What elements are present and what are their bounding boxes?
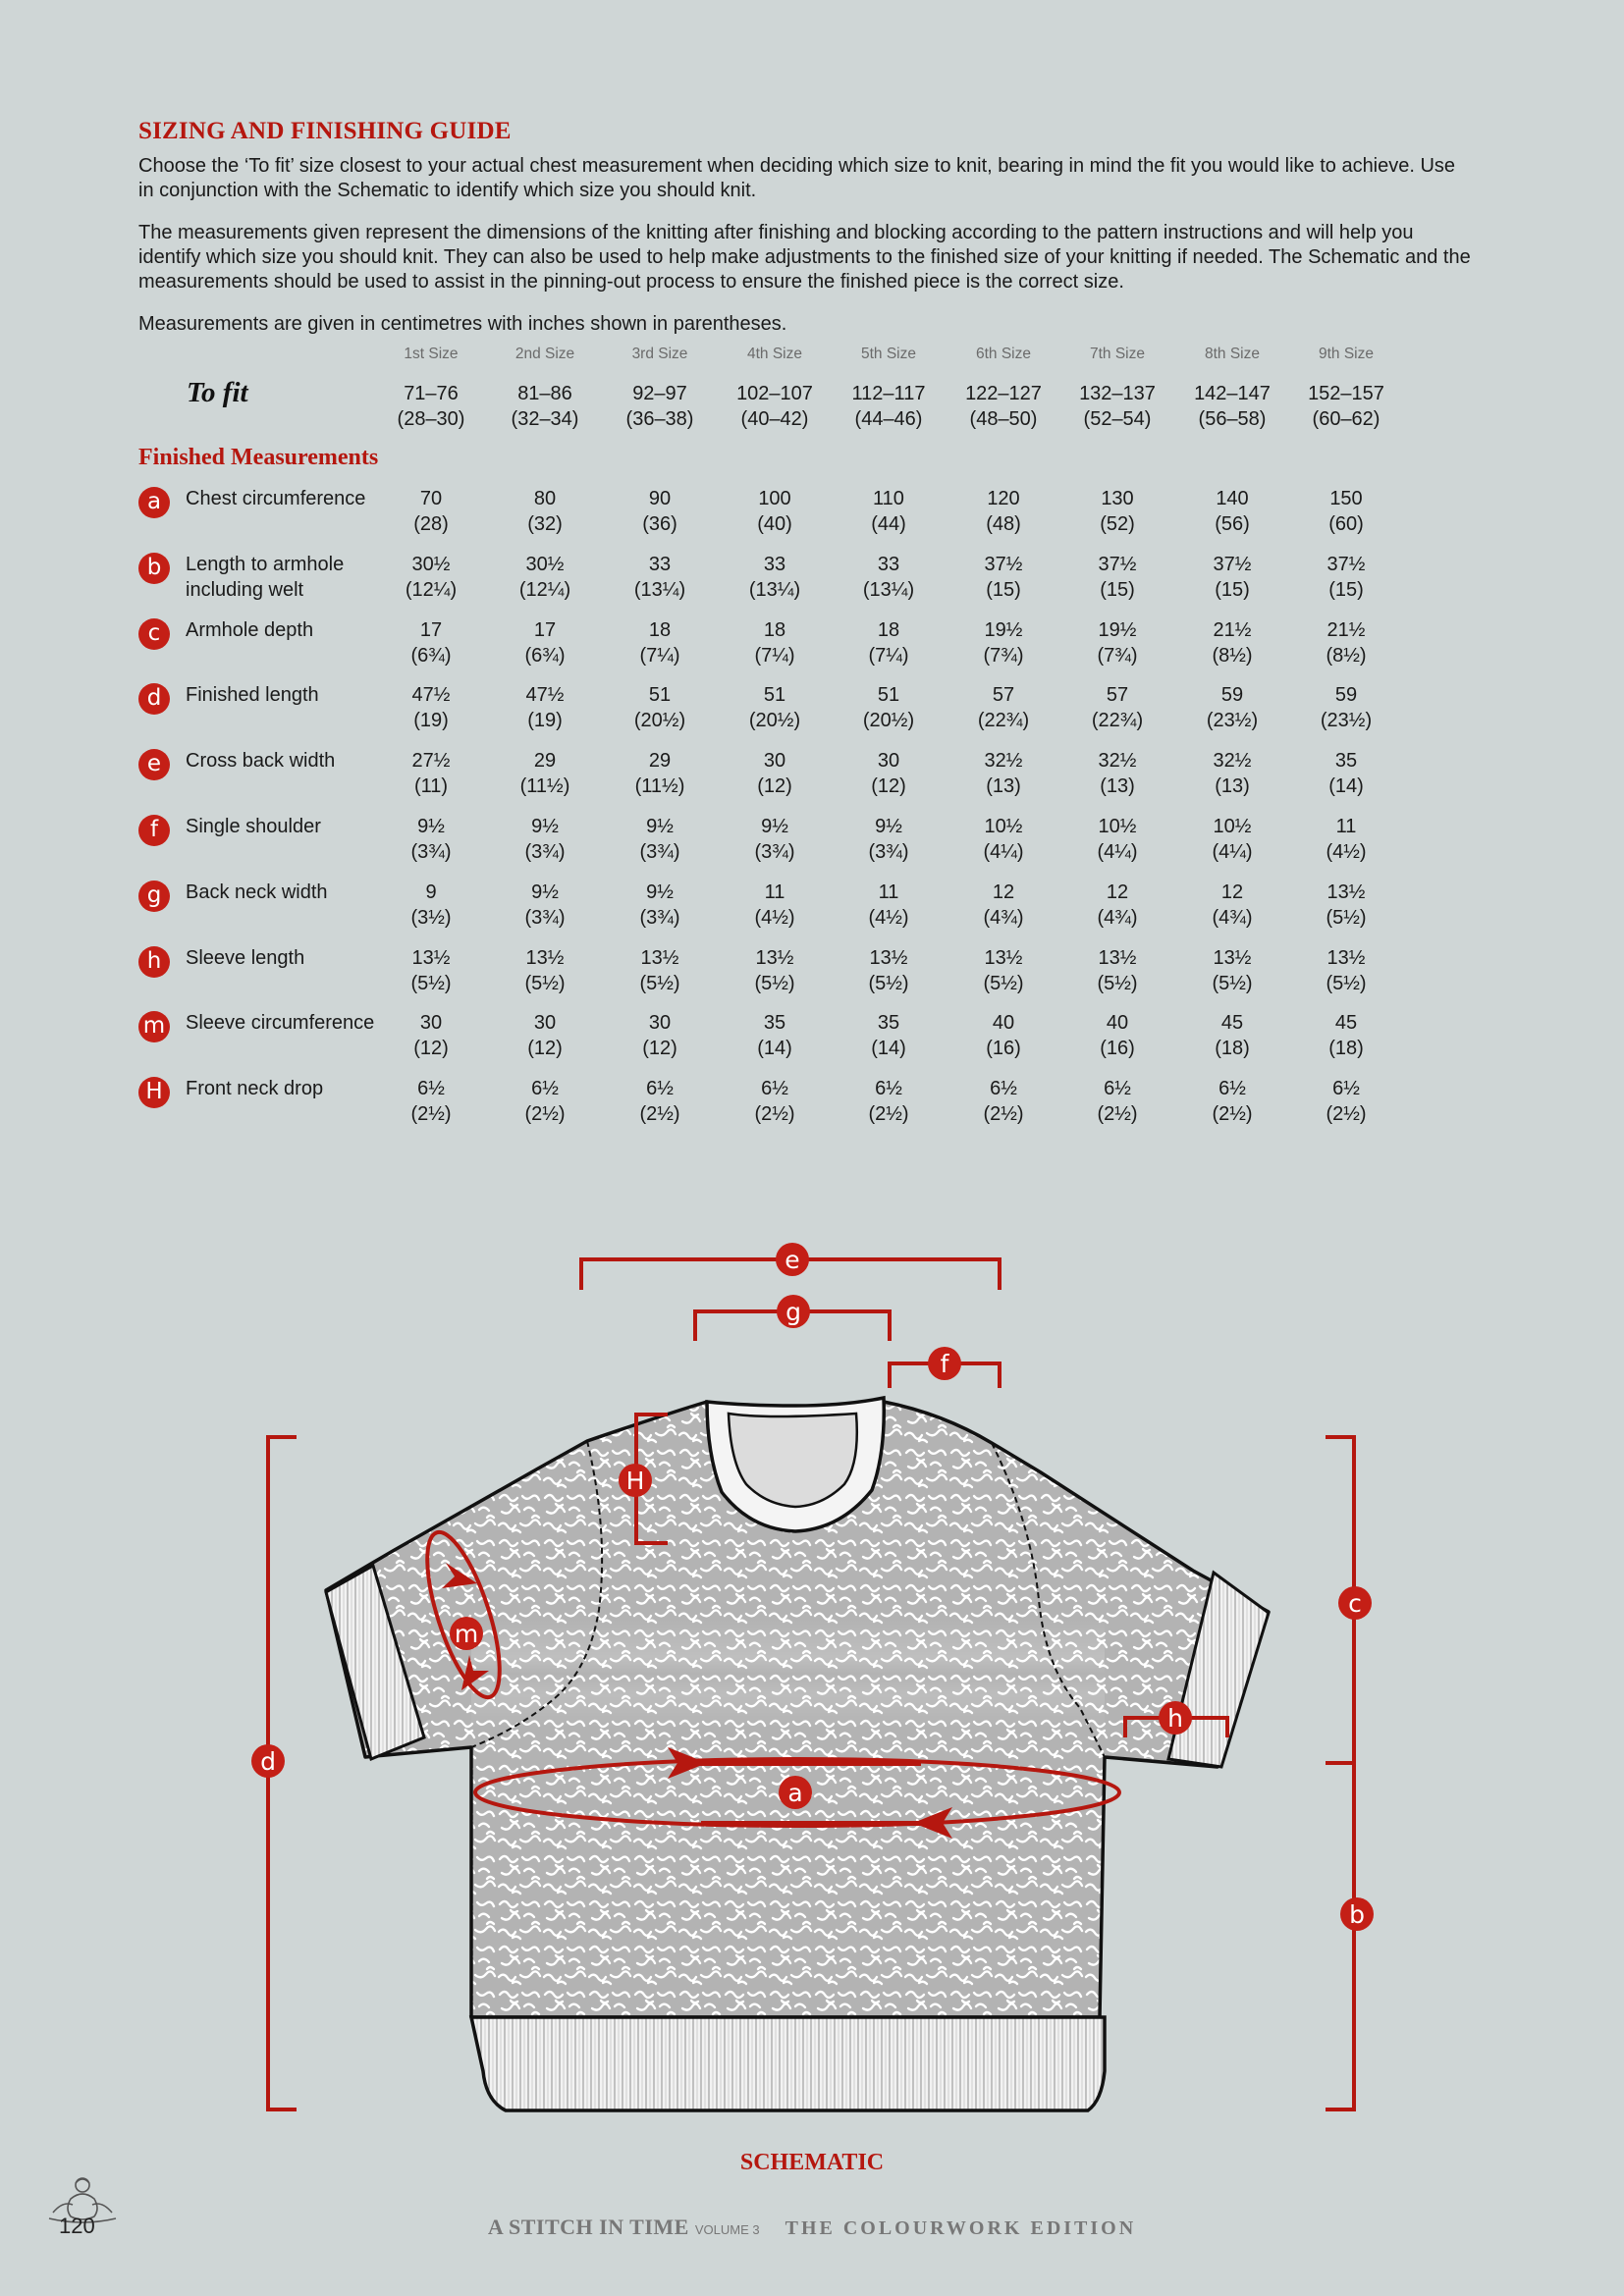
to-fit-label: To fit <box>187 377 248 408</box>
measurement-in: (16) <box>986 1038 1021 1059</box>
measurement-in: (22¾) <box>1091 710 1144 731</box>
measurement-cm: 37½ <box>1098 554 1137 575</box>
measurement-cm: 27½ <box>411 750 451 772</box>
measurement-in: (16) <box>1100 1038 1135 1059</box>
measurement-in: (12) <box>757 775 792 797</box>
measurement-in: (13¼) <box>862 579 915 601</box>
measurement-cm: 80 <box>533 488 557 509</box>
measurement-cm: 13½ <box>1213 947 1252 969</box>
measurement-cm: 12 <box>1106 881 1129 903</box>
measurement-in: (5½) <box>1212 973 1253 994</box>
measurement-cm: 21½ <box>1326 619 1366 641</box>
measurement-cm: 90 <box>648 488 672 509</box>
measurement-in: (4¼) <box>983 841 1024 863</box>
measurement-in: (7¼) <box>754 645 795 667</box>
to-fit-in: (32–34) <box>511 408 579 430</box>
measurement-in: (11½) <box>634 775 685 797</box>
measurement-in: (3¾) <box>868 841 909 863</box>
measurement-in: (11) <box>413 775 449 797</box>
measurement-in: (2½) <box>983 1103 1024 1125</box>
footer-edition: THE COLOURWORK EDITION <box>785 2217 1137 2239</box>
measurement-in: (4¼) <box>1212 841 1253 863</box>
to-fit-cm: 71–76 <box>404 383 459 404</box>
measurement-in: (15) <box>1100 579 1135 601</box>
measurement-cm: 6½ <box>875 1078 902 1099</box>
size-header: 8th Size <box>1204 346 1260 362</box>
measurement-cm: 13½ <box>1326 881 1366 903</box>
measurement-cm: 13½ <box>525 947 565 969</box>
svg-text:e: e <box>785 1246 800 1274</box>
measurement-cm: 13½ <box>755 947 794 969</box>
to-fit-cm: 102–107 <box>736 383 813 404</box>
measurement-in: (7¾) <box>1097 645 1138 667</box>
footer-book-title: A STITCH IN TIME <box>487 2215 689 2239</box>
svg-text:a: a <box>787 1779 803 1807</box>
measurement-cm: 17 <box>533 619 557 641</box>
to-fit-in: (48–50) <box>969 408 1038 430</box>
size-header: 2nd Size <box>514 346 575 362</box>
measurement-in: (4½) <box>754 907 795 929</box>
measurement-cm: 11 <box>878 881 899 903</box>
measurement-badge-d: d <box>138 683 170 715</box>
measurement-in: (4¼) <box>1097 841 1138 863</box>
measurement-cm: 30 <box>877 750 900 772</box>
measurement-cm: 18 <box>648 619 672 641</box>
measurement-cm: 10½ <box>984 816 1023 837</box>
measurement-in: (22¾) <box>977 710 1030 731</box>
measurement-in: (52) <box>1100 513 1135 535</box>
measurement-in: (18) <box>1328 1038 1364 1059</box>
measurement-cm: 59 <box>1334 684 1358 706</box>
measurement-cm: 13½ <box>869 947 908 969</box>
measurement-in: (13) <box>1215 775 1250 797</box>
size-header: 1st Size <box>404 346 459 362</box>
measurement-in: (5½) <box>983 973 1024 994</box>
measurement-in: (3¾) <box>410 841 452 863</box>
measurement-cm: 6½ <box>990 1078 1017 1099</box>
measurement-in: (14) <box>1328 775 1364 797</box>
measurement-cm: 47½ <box>411 684 451 706</box>
badge-H <box>619 1464 652 1497</box>
measurement-in: (48) <box>986 513 1021 535</box>
measurement-badge-H: H <box>138 1077 170 1108</box>
measurement-cm: 10½ <box>1098 816 1137 837</box>
to-fit-cm: 92–97 <box>632 383 687 404</box>
measurement-in: (3¾) <box>754 841 795 863</box>
measurement-cm: 6½ <box>1104 1078 1131 1099</box>
to-fit-cm: 132–137 <box>1079 383 1156 404</box>
measurement-in: (4¾) <box>1097 907 1138 929</box>
measurement-in: (28) <box>413 513 449 535</box>
measurement-in: (2½) <box>524 1103 566 1125</box>
measurement-in: (23½) <box>1320 710 1373 731</box>
svg-text:b: b <box>1349 1900 1365 1929</box>
measurement-in: (12) <box>413 1038 449 1059</box>
measurement-label: Length to armhole including welt <box>186 554 345 601</box>
svg-text:H: H <box>625 1467 645 1495</box>
size-header: 4th Size <box>746 346 802 362</box>
measurement-cm: 6½ <box>1332 1078 1360 1099</box>
measurement-cm: 35 <box>763 1012 786 1034</box>
measurement-cm: 59 <box>1220 684 1244 706</box>
measurement-in: (12¼) <box>518 579 571 601</box>
measurement-cm: 9½ <box>531 881 559 903</box>
size-header: 6th Size <box>975 346 1031 362</box>
measurement-cm: 40 <box>992 1012 1015 1034</box>
measurement-cm: 11 <box>764 881 785 903</box>
footer-volume: VOLUME 3 <box>694 2222 760 2237</box>
badge-e <box>776 1243 809 1276</box>
measurement-cm: 6½ <box>1218 1078 1246 1099</box>
measurement-badge-m: m <box>138 1011 170 1042</box>
measurement-cm: 13½ <box>411 947 451 969</box>
measurement-badge-b: b <box>138 553 170 584</box>
size-header: 3rd Size <box>631 346 688 362</box>
measurement-in: (2½) <box>1212 1103 1253 1125</box>
measurement-label: Single shoulder <box>186 816 321 837</box>
measurement-in: (2½) <box>868 1103 909 1125</box>
measurement-cm: 30 <box>419 1012 443 1034</box>
to-fit-in: (52–54) <box>1083 408 1152 430</box>
measurement-cm: 51 <box>763 684 786 706</box>
measurement-in: (5½) <box>1097 973 1138 994</box>
measurement-label: Cross back width <box>186 750 336 772</box>
measurement-in: (13) <box>1100 775 1135 797</box>
measurement-in: (13¼) <box>633 579 686 601</box>
measurement-in: (4¾) <box>983 907 1024 929</box>
measurement-in: (4½) <box>868 907 909 929</box>
svg-text:g: g <box>785 1298 801 1326</box>
measurement-cm: 10½ <box>1213 816 1252 837</box>
svg-text:f: f <box>940 1350 949 1378</box>
measurement-in: (3¾) <box>639 907 680 929</box>
measurement-badge-c: c <box>138 618 170 650</box>
schematic-title: SCHEMATIC <box>739 2150 885 2175</box>
measurement-cm: 32½ <box>1098 750 1137 772</box>
page-number: 120 <box>59 2214 95 2238</box>
measurement-cm: 45 <box>1334 1012 1358 1034</box>
measurement-in: (6¾) <box>410 645 452 667</box>
to-fit-in: (60–62) <box>1312 408 1380 430</box>
measurement-in: (23½) <box>1206 710 1259 731</box>
measurement-cm: 9½ <box>646 816 674 837</box>
measurement-cm: 6½ <box>646 1078 674 1099</box>
measurement-in: (3¾) <box>524 907 566 929</box>
to-fit-cm: 81–86 <box>517 383 572 404</box>
measurement-in: (8½) <box>1326 645 1367 667</box>
measurement-cm: 30 <box>763 750 786 772</box>
measurement-in: (3¾) <box>524 841 566 863</box>
measurement-cm: 9½ <box>646 881 674 903</box>
badge-a <box>779 1776 812 1809</box>
measurement-cm: 30½ <box>411 554 451 575</box>
measurement-cm: 37½ <box>1213 554 1252 575</box>
measurement-in: (12) <box>642 1038 677 1059</box>
measurement-cm: 57 <box>1106 684 1129 706</box>
measurement-in: (14) <box>871 1038 906 1059</box>
measurement-cm: 29 <box>533 750 557 772</box>
measurement-in: (4¾) <box>1212 907 1253 929</box>
measurement-in: (20½) <box>862 710 915 731</box>
badge-c <box>1338 1586 1372 1620</box>
measurement-cm: 6½ <box>761 1078 788 1099</box>
measurement-label: Finished length <box>186 684 319 706</box>
measurement-label: Back neck width <box>186 881 328 903</box>
measurement-cm: 40 <box>1106 1012 1129 1034</box>
badge-g <box>777 1295 810 1328</box>
measurement-in: (5½) <box>754 973 795 994</box>
measurement-in: (18) <box>1215 1038 1250 1059</box>
badge-f <box>928 1347 961 1380</box>
measurement-in: (36) <box>642 513 677 535</box>
svg-text:m: m <box>454 1620 479 1648</box>
measurement-in: (19) <box>527 710 563 731</box>
measurement-in: (2½) <box>410 1103 452 1125</box>
intro-paragraph-2: The measurements given represent the dimensions of the knitting after finishing and blocking according to the pattern instructions and will help you identify which size you should knit. They can also be used to help make adjustments to the finished size of your knitting if needed. The Schematic and the measurements should be used to assist in the pinning-out process to ensure the finished piece is the correct size. <box>138 222 1471 293</box>
measurement-cm: 30 <box>648 1012 672 1034</box>
measurement-cm: 12 <box>1220 881 1244 903</box>
measurement-in: (14) <box>757 1038 792 1059</box>
measurement-cm: 13½ <box>984 947 1023 969</box>
measurement-cm: 120 <box>987 488 1020 509</box>
measurement-in: (15) <box>1215 579 1250 601</box>
measurement-badge-a: a <box>138 487 170 518</box>
intro-paragraph-1: Choose the ‘To fit’ size closest to your actual chest measurement when deciding which size to knit, bearing in mind the fit you would like to achieve. Use in conjunction with the Schematic to identify which size you should knit. <box>138 155 1456 201</box>
to-fit-in: (40–42) <box>740 408 809 430</box>
measurement-cm: 130 <box>1101 488 1134 509</box>
measurement-in: (5½) <box>524 973 566 994</box>
svg-text:h: h <box>1167 1704 1183 1733</box>
to-fit-cm: 112–117 <box>851 383 926 404</box>
measurement-cm: 11 <box>1335 816 1357 837</box>
measurement-in: (13) <box>986 775 1021 797</box>
measurement-in: (44) <box>871 513 906 535</box>
measurement-in: (2½) <box>1326 1103 1367 1125</box>
to-fit-cm: 142–147 <box>1194 383 1271 404</box>
badge-d <box>251 1744 285 1778</box>
badge-m <box>450 1617 483 1650</box>
measurement-cm: 51 <box>648 684 672 706</box>
measurement-cm: 150 <box>1329 488 1363 509</box>
to-fit-in: (44–46) <box>854 408 923 430</box>
measurement-cm: 6½ <box>417 1078 445 1099</box>
measurement-cm: 17 <box>419 619 443 641</box>
measurement-in: (7¼) <box>639 645 680 667</box>
measurement-cm: 37½ <box>1326 554 1366 575</box>
measurement-cm: 19½ <box>1098 619 1137 641</box>
measurement-in: (11½) <box>519 775 570 797</box>
measurement-in: (60) <box>1328 513 1364 535</box>
measurement-in: (40) <box>757 513 792 535</box>
measurement-cm: 29 <box>648 750 672 772</box>
measurement-in: (12¼) <box>405 579 458 601</box>
measurement-label: Armhole depth <box>186 619 314 641</box>
measurement-cm: 13½ <box>1098 947 1137 969</box>
measurement-in: (4½) <box>1326 841 1367 863</box>
measurement-cm: 57 <box>992 684 1015 706</box>
measurement-in: (5½) <box>1326 973 1367 994</box>
measurement-in: (13¼) <box>748 579 801 601</box>
measurement-cm: 35 <box>877 1012 900 1034</box>
to-fit-in: (36–38) <box>625 408 694 430</box>
measurement-in: (19) <box>413 710 449 731</box>
measurement-cm: 9½ <box>761 816 788 837</box>
measurement-label: Sleeve length <box>186 947 305 969</box>
measurement-cm: 9 <box>425 881 437 903</box>
size-header: 5th Size <box>860 346 916 362</box>
measurement-cm: 9½ <box>531 816 559 837</box>
guide-title: SIZING AND FINISHING GUIDE <box>138 118 512 144</box>
measurement-cm: 18 <box>763 619 786 641</box>
measurement-cm: 45 <box>1220 1012 1244 1034</box>
welt-ribbing <box>471 2017 1105 2110</box>
to-fit-cm: 152–157 <box>1308 383 1384 404</box>
measurement-cm: 110 <box>873 488 904 509</box>
to-fit-cm: 122–127 <box>965 383 1042 404</box>
measurement-cm: 140 <box>1216 488 1249 509</box>
measurement-label: Sleeve circumference <box>186 1012 375 1034</box>
svg-text:c: c <box>1348 1589 1362 1618</box>
measurement-in: (7¼) <box>868 645 909 667</box>
footer <box>0 2215 1624 2240</box>
measurement-label: Front neck drop <box>186 1078 324 1099</box>
measurement-in: (5½) <box>410 973 452 994</box>
measurement-cm: 70 <box>419 488 443 509</box>
measurement-in: (5½) <box>868 973 909 994</box>
measurement-cm: 32½ <box>984 750 1023 772</box>
measurement-in: (12) <box>871 775 906 797</box>
measurement-in: (56) <box>1215 513 1250 535</box>
measurement-in: (32) <box>527 513 563 535</box>
measurement-cm: 35 <box>1334 750 1358 772</box>
measurement-cm: 6½ <box>531 1078 559 1099</box>
measurement-in: (8½) <box>1212 645 1253 667</box>
measurement-badge-f: f <box>138 815 170 846</box>
measurement-cm: 32½ <box>1213 750 1252 772</box>
measurement-in: (3½) <box>410 907 452 929</box>
measurement-cm: 9½ <box>875 816 902 837</box>
measurement-cm: 33 <box>648 554 672 575</box>
measurement-cm: 100 <box>758 488 791 509</box>
measurement-in: (20½) <box>633 710 686 731</box>
measurement-in: (2½) <box>639 1103 680 1125</box>
measurement-cm: 33 <box>877 554 900 575</box>
measurement-cm: 30½ <box>525 554 565 575</box>
measurement-cm: 33 <box>763 554 786 575</box>
measurement-in: (3¾) <box>639 841 680 863</box>
measurement-in: (20½) <box>748 710 801 731</box>
measurement-cm: 13½ <box>640 947 679 969</box>
measurement-in: (2½) <box>1097 1103 1138 1125</box>
measurement-label: Chest circumference <box>186 488 366 509</box>
intro-paragraph-3: Measurements are given in centimetres with inches shown in parentheses. <box>138 313 787 335</box>
measurement-in: (2½) <box>754 1103 795 1125</box>
measurement-badge-g: g <box>138 881 170 912</box>
badge-b <box>1340 1897 1374 1931</box>
measurement-in: (5½) <box>1326 907 1367 929</box>
measurement-in: (5½) <box>639 973 680 994</box>
to-fit-in: (56–58) <box>1198 408 1267 430</box>
svg-text:d: d <box>260 1747 276 1776</box>
measurement-badge-e: e <box>138 749 170 780</box>
size-header: 9th Size <box>1318 346 1374 362</box>
measurement-in: (6¾) <box>524 645 566 667</box>
badge-h <box>1159 1701 1192 1735</box>
measurement-cm: 18 <box>877 619 900 641</box>
measurement-in: (12) <box>527 1038 563 1059</box>
measurement-cm: 30 <box>533 1012 557 1034</box>
measurement-cm: 21½ <box>1213 619 1252 641</box>
measurement-cm: 12 <box>992 881 1015 903</box>
measurement-badge-h: h <box>138 946 170 978</box>
finished-measurements-title: Finished Measurements <box>138 445 379 470</box>
measurement-in: (15) <box>986 579 1021 601</box>
to-fit-in: (28–30) <box>397 408 465 430</box>
measurement-cm: 9½ <box>417 816 445 837</box>
measurement-in: (7¾) <box>983 645 1024 667</box>
measurement-cm: 13½ <box>1326 947 1366 969</box>
measurement-in: (15) <box>1328 579 1364 601</box>
measurement-cm: 47½ <box>525 684 565 706</box>
measurement-cm: 19½ <box>984 619 1023 641</box>
measurement-cm: 51 <box>877 684 900 706</box>
size-header: 7th Size <box>1089 346 1145 362</box>
measurement-cm: 37½ <box>984 554 1023 575</box>
